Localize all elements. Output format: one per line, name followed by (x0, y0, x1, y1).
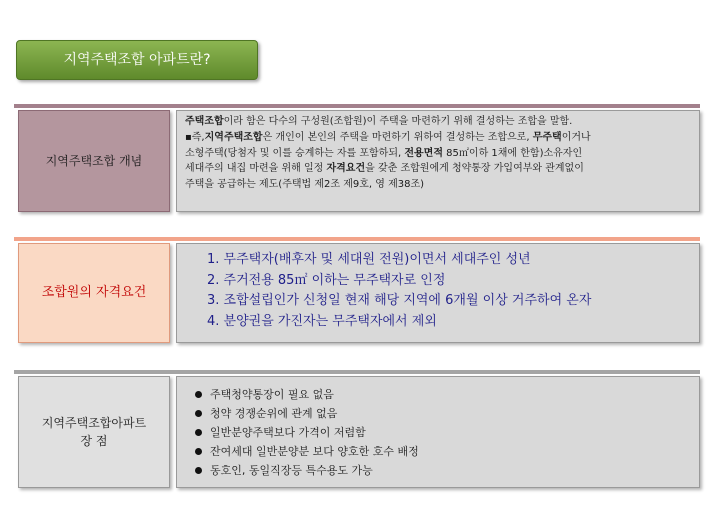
advantages-label-line: 지역주택조합아파트 (41, 416, 147, 430)
advantages-label-line: 장 점 (80, 434, 108, 448)
page-title: 지역주택조합 아파트란? (16, 40, 258, 80)
concept-line (185, 146, 691, 162)
concept-line (185, 177, 691, 193)
concept-text: 을 갖춘 조합원에게 청약통장 가입여부와 관계없이 (365, 163, 584, 175)
advantage-text: 일반분양주택보다 가격이 저렴함 (210, 426, 366, 439)
concept-line (185, 161, 691, 177)
qualification-label: 조합원의 자격요건 (18, 243, 170, 343)
bullet-icon (195, 410, 202, 417)
bullet-icon (195, 467, 202, 474)
concept-text: 이거나 (561, 131, 591, 143)
advantages-label (18, 376, 170, 488)
list-item (195, 442, 687, 461)
advantages-list (176, 376, 700, 488)
concept-emphasis: 자격요건 (326, 163, 366, 175)
advantage-text: 청약 경쟁순위에 관계 없음 (210, 407, 338, 420)
qualification-item: 3. 조합설립인가 신청일 현재 해당 지역에 6개월 이상 거주하여 온자 (207, 293, 592, 308)
qualification-item: 4. 분양권을 가진자는 무주택자에서 제외 (207, 313, 437, 329)
section-divider (14, 237, 700, 241)
qualification-item: 1. 무주택자(배후자 및 세대원 전원)이면서 세대주인 성년 (207, 252, 531, 267)
section-divider (14, 370, 700, 374)
bullet-icon (195, 391, 202, 398)
concept-line (185, 114, 691, 130)
concept-section (14, 104, 700, 216)
concept-text: 주택을 공급하는 제도(주택법 제2조 제9호, 영 제38조) (185, 179, 425, 191)
concept-text: 소형주택(당첨자 및 이를 승계하는 자를 포함하되, (185, 147, 405, 159)
concept-line (185, 130, 691, 146)
concept-emphasis: 무주택 (532, 131, 562, 143)
concept-description (176, 110, 700, 212)
concept-emphasis: 전용면적 (404, 147, 443, 159)
advantages-section (14, 370, 700, 492)
concept-text: ▪즉, (185, 131, 205, 143)
concept-text: 85㎡이하 1채에 한함)소유자인 (443, 147, 583, 159)
advantage-text: 동호인, 동일직장등 특수용도 가능 (210, 464, 373, 477)
list-item (195, 423, 687, 442)
qualification-list (176, 243, 700, 343)
concept-emphasis: 지역주택조합 (204, 131, 263, 143)
list-item (195, 461, 687, 480)
bullet-icon (195, 448, 202, 455)
section-divider (14, 104, 700, 108)
concept-emphasis: 주택조합 (185, 116, 224, 127)
qualification-section (14, 237, 700, 347)
concept-label: 지역주택조합 개념 (18, 110, 170, 212)
concept-text: 은 개인이 본인의 주택을 마련하기 위하여 결성하는 조합으로, (262, 131, 533, 143)
concept-text: 이라 함은 다수의 구성원(조합원)이 주택을 마련하기 위해 결성하는 조합을 말함. (223, 116, 573, 127)
list-item (195, 404, 687, 423)
list-item (195, 385, 687, 404)
qualification-item: 2. 주거전용 85㎡ 이하는 무주택자로 인정 (207, 272, 446, 288)
advantage-text: 주택청약통장이 필요 없음 (210, 388, 334, 401)
concept-text: 세대주의 내집 마련을 위해 일정 (185, 163, 327, 175)
bullet-icon (195, 429, 202, 436)
advantage-text: 잔여세대 일반분양분 보다 양호한 호수 배정 (210, 445, 419, 458)
